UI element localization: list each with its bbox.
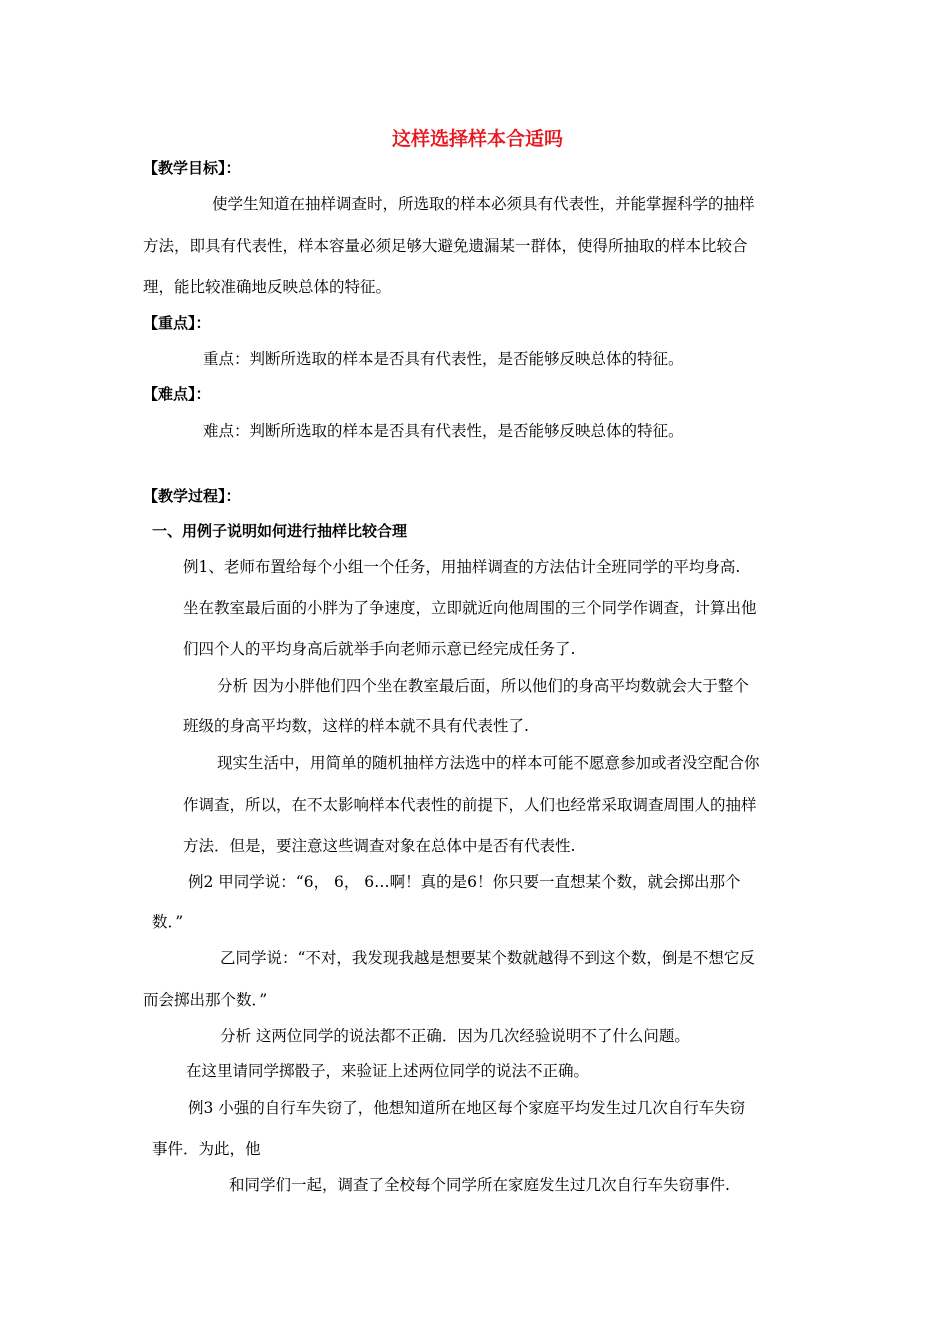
reality-paragraph-line: 现实生活中，用简单的随机抽样方法选中的样本可能不愿意参加或者没空配合你 [217,754,760,772]
difficulties-text: 难点：判断所选取的样本是否具有代表性，是否能够反映总体的特征。 [203,422,684,440]
example-2-line: 数．” [152,913,184,931]
reality-paragraph-line: 方法．但是，要注意这些调查对象在总体中是否有代表性. [183,837,576,855]
example-1-line: 例1、老师布置给每个小组一个任务，用抽样调查的方法估计全班同学的平均身高. [183,558,741,576]
objectives-line: 理，能比较准确地反映总体的特征。 [143,278,392,296]
key-points-text: 重点：判断所选取的样本是否具有代表性，是否能够反映总体的特征。 [203,350,684,368]
example-1-analysis: 分析 因为小胖他们四个坐在教室最后面，所以他们的身高平均数就会大于整个 [217,677,749,695]
example-2-line: 例2 甲同学说：“6， 6， 6…啊！真的是6！你只要一直想某个数，就会掷出那个 [188,873,741,891]
reality-paragraph-line: 作调查，所以，在不太影响样本代表性的前提下，人们也经常采取调查周围人的抽样 [183,796,757,814]
example-1-analysis: 班级的身高平均数，这样的样本就不具有代表性了. [183,717,529,735]
example-2-quote: 而会掷出那个数．” [143,991,268,1009]
difficulties-heading: 【难点】： [143,385,211,403]
example-1-line: 坐在教室最后面的小胖为了争速度，立即就近向他周围的三个同学作调查，计算出他 [183,599,757,617]
document-title: 这样选择样本合适吗 [392,128,564,150]
section-heading: 一、用例子说明如何进行抽样比较合理 [152,522,408,540]
objectives-line: 使学生知道在抽样调查时，所选取的样本必须具有代表性，并能掌握科学的抽样 [212,195,755,213]
example-2-analysis: 分析 这两位同学的说法都不正确．因为几次经验说明不了什么问题。 [220,1027,690,1045]
example-3-line: 和同学们一起，调查了全校每个同学所在家庭发生过几次自行车失窃事件. [229,1176,730,1194]
example-1-line: 们四个人的平均身高后就举手向老师示意已经完成任务了. [183,640,576,658]
process-heading: 【教学过程】： [143,487,241,505]
example-3-line: 例3 小强的自行车失窃了，他想知道所在地区每个家庭平均发生过几次自行车失窃 [188,1099,746,1117]
key-points-heading: 【重点】： [143,314,211,332]
example-3-line: 事件．为此，他 [152,1140,261,1158]
dice-activity: 在这里请同学掷骰子，来验证上述两位同学的说法不正确。 [186,1062,590,1080]
example-2-quote: 乙同学说：“不对，我发现我越是想要某个数就越得不到这个数，倒是不想它反 [220,949,755,967]
objectives-line: 方法，即具有代表性，样本容量必须足够大避免遗漏某一群体，使得所抽取的样本比较合 [143,237,748,255]
objectives-heading: 【教学目标】： [143,159,241,177]
